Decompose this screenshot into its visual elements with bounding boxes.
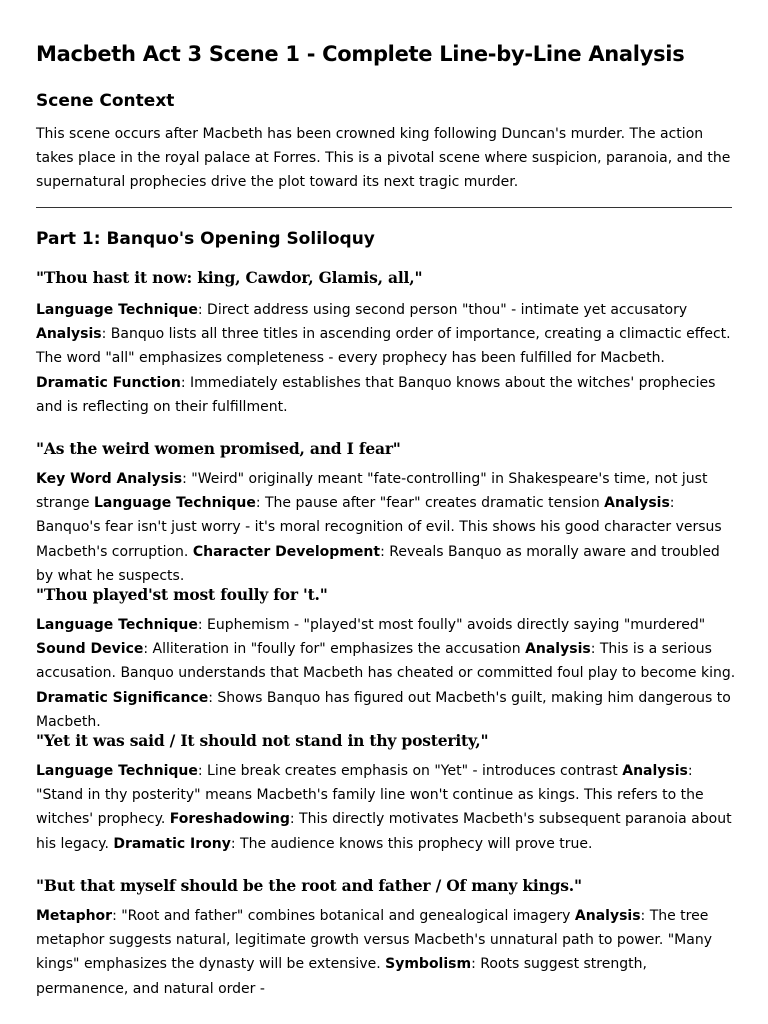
analysis-text: : Alliteration in "foully for" emphasizes the accusation (143, 641, 526, 658)
analysis-label: Symbolism (385, 956, 472, 973)
scene-context-heading: Scene Context (36, 91, 175, 111)
analysis-text: : The audience knows this prophecy will prove true. (230, 835, 593, 852)
quote-analysis (36, 467, 736, 588)
quote-analysis (36, 904, 736, 1001)
analysis-text: : Immediately establishes that Banquo knows about the witches' prophecies and is reflecting on their fulfillment. (36, 374, 716, 415)
quote-heading: "But that myself should be the root and father / Of many kings." (36, 876, 582, 895)
analysis-label: Analysis (604, 495, 670, 512)
analysis-label: Dramatic Function (36, 374, 181, 391)
analysis-text: : "Root and father" combines botanical and genealogical imagery (112, 908, 575, 924)
analysis-text: : This is a serious accusation. Banquo understands that Macbeth has cheated or committed foul play to become king. (36, 641, 736, 682)
analysis-label: Analysis (622, 763, 688, 779)
section-divider (36, 207, 732, 208)
analysis-text: : The tree metaphor suggests natural, legitimate growth versus Macbeth's unnatural path to power. "Many kings" emphasizes the dynasty will be extensive. (36, 908, 712, 973)
analysis-label: Analysis (525, 641, 591, 658)
analysis-text: : Direct address using second person "thou" - intimate yet accusatory (197, 302, 688, 318)
quote-analysis (36, 759, 736, 856)
quote-heading: "Thou hast it now: king, Cawdor, Glamis, all," (36, 268, 423, 287)
analysis-text: : Banquo lists all three titles in ascending order of importance, creating a climactic effect. The word "all" emphasizes completeness - every prophecy has been fulfilled for Macbeth. (36, 326, 731, 367)
analysis-text: : The pause after "fear" creates dramatic tension (255, 495, 605, 512)
analysis-text: : Euphemism - "played'st most foully" avoids directly saying "murdered" (197, 617, 706, 633)
analysis-text: : This directly motivates Macbeth's subsequent paranoia about his legacy. (36, 811, 732, 852)
analysis-label: Analysis (36, 326, 102, 343)
analysis-label: Character Development (192, 543, 381, 560)
analysis-text: : Line break creates emphasis on "Yet" - introduces contrast (197, 763, 623, 779)
analysis-text: : Banquo's fear isn't just worry - it's moral recognition of evil. This shows his good character versus Macbeth's corruption. (36, 495, 722, 560)
analysis-label: Analysis (574, 908, 641, 924)
quote-heading: "As the weird women promised, and I fear" (36, 439, 401, 458)
analysis-label: Key Word Analysis (36, 471, 183, 487)
quote-heading: "Yet it was said / It should not stand in thy posterity," (36, 731, 489, 750)
scene-context-text: This scene occurs after Macbeth has been crowned king following Duncan's murder. The action takes place in the royal palace at Forres. This is a pivotal scene where suspicion, paranoia, and the supernatural prophecies drive the plot toward its next tragic murder. (36, 126, 731, 191)
analysis-label: Language Technique (36, 302, 198, 318)
analysis-text: : "Stand in thy posterity" means Macbeth's family line won't continue as kings. This refers to the witches' prophecy. (36, 763, 704, 828)
analysis-label: Sound Device (36, 641, 144, 658)
analysis-text: : Reveals Banquo as morally aware and troubled by what he suspects. (36, 543, 720, 584)
analysis-text: : Shows Banquo has figured out Macbeth's guilt, making him dangerous to Macbeth. (36, 689, 731, 730)
analysis-label: Language Technique (93, 495, 256, 512)
analysis-text: : "Weird" originally meant "fate-controlling" in Shakespeare's time, not just strange (36, 471, 708, 512)
analysis-label: Language Technique (36, 617, 198, 633)
analysis-text: : Roots suggest strength, permanence, and natural order - (36, 956, 647, 997)
quote-analysis (36, 298, 736, 419)
quote-heading: "Thou played'st most foully for 't." (36, 585, 328, 604)
analysis-label: Dramatic Irony (113, 835, 231, 852)
analysis-label: Dramatic Significance (36, 689, 209, 706)
analysis-label: Foreshadowing (169, 811, 290, 828)
analysis-label: Metaphor (36, 908, 113, 924)
page-title: Macbeth Act 3 Scene 1 - Complete Line-by-Line Analysis (36, 42, 685, 66)
quote-analysis (36, 613, 736, 734)
analysis-label: Language Technique (36, 763, 198, 779)
part1-heading: Part 1: Banquo's Opening Soliloquy (36, 229, 375, 249)
